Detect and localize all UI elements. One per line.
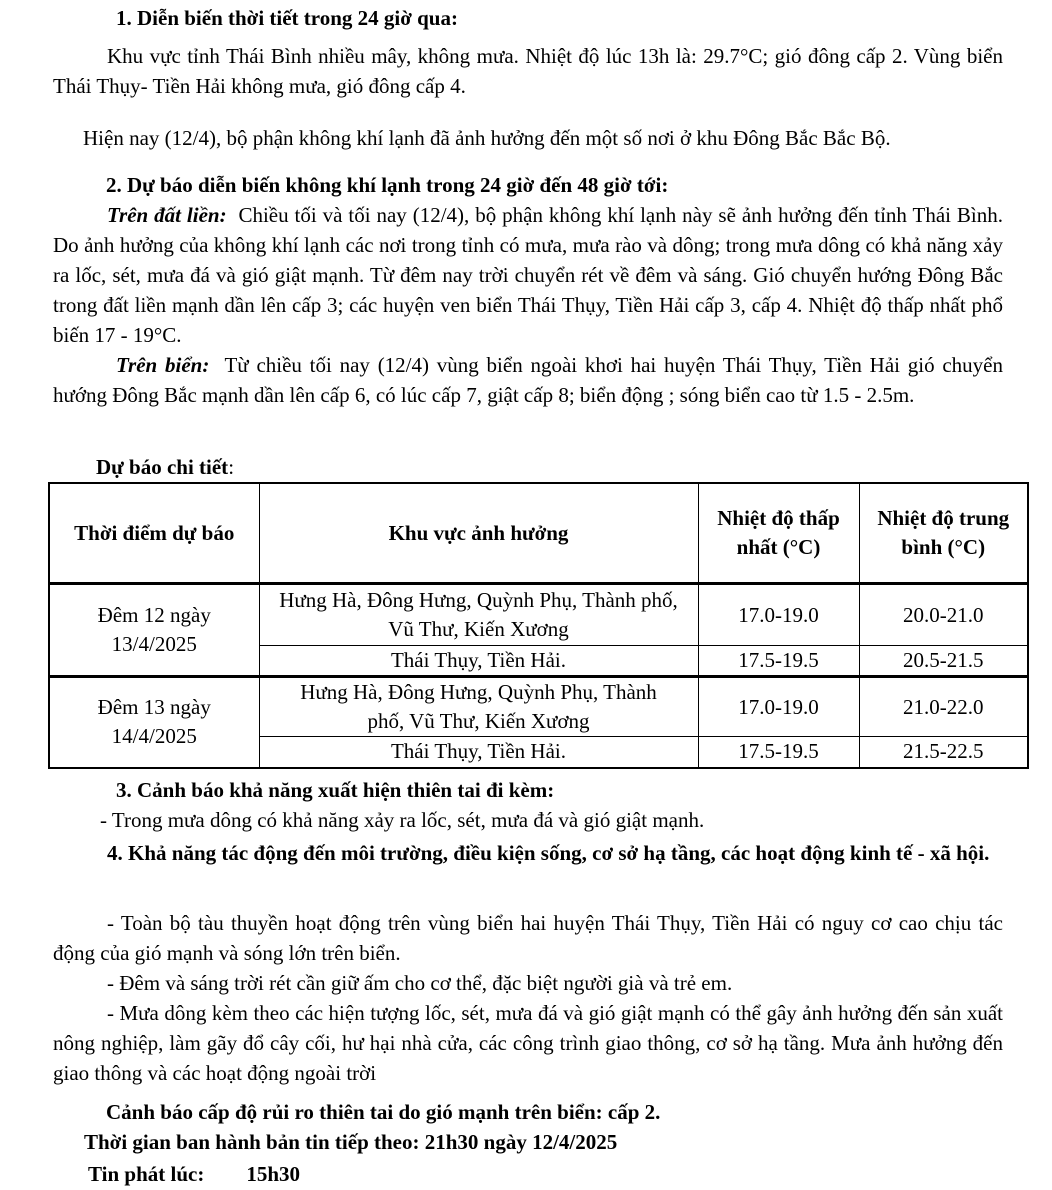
section4-item-2-text: - Đêm và sáng trời rét cần giữ ấm cho cơ thể, đặc biệt người già và trẻ em. [107,971,733,995]
table-row [49,584,1028,646]
section1-heading: 1. Diễn biến thời tiết trong 24 giờ qua: [116,6,458,30]
cell-avg: 20.5-21.5 [859,646,1028,677]
forecast-table [48,482,1029,769]
cell-min: 17.5-19.5 [698,737,859,768]
cell-avg: 21.5-22.5 [859,737,1028,768]
cell-area: Hưng Hà, Đông Hưng, Quỳnh Phụ, Thành phố, Vũ Thư, Kiến Xương [259,584,698,646]
detail-label-colon: : [228,455,235,479]
section3-heading: 3. Cảnh báo khả năng xuất hiện thiên tai đi kèm: [116,778,555,802]
section2-sea-paragraph [53,350,1003,410]
sea-text: Từ chiều tối nay (12/4) vùng biển ngoài khơi hai huyện Thái Thụy, Tiền Hải gió chuyển hướng Đông Bắc mạnh dần lên cấp 6, có lúc cấp 7, giật cấp 8; biển động ; sóng biển cao từ 1.5 - 2.5m. [53,353,1003,407]
cell-time: Đêm 12 ngày 13/4/2025 [49,584,259,677]
section4-heading [53,838,1001,868]
sea-label: Trên biển: [116,353,210,377]
detail-label [96,452,234,482]
cell-min: 17.0-19.0 [698,584,859,646]
section4-heading-text: 4. Khả năng tác động đến môi trường, điều kiện sống, cơ sở hạ tầng, các hoạt động kinh tế - xã hội. [107,841,990,865]
land-label: Trên đất liền: [107,203,227,227]
issued-label: Tin phát lúc: [88,1162,205,1186]
section4-item-3-text: - Mưa dông kèm theo các hiện tượng lốc, sét, mưa đá và gió giật mạnh có thể gây ảnh hưởng đến sản xuất nông nghiệp, làm gãy đổ cây cối, hư hại nhà cửa, các công trình giao thông, cơ sở hạ tầng. Mưa ảnh hưởng đến giao thông và các hoạt động ngoài trời [53,1001,1003,1085]
section3-item: - Trong mưa dông có khả năng xảy ra lốc, sét, mưa đá và gió giật mạnh. [100,808,705,832]
detail-label-text: Dự báo chi tiết [96,455,229,479]
cell-avg: 20.0-21.0 [859,584,1028,646]
risk-level-warning: Cảnh báo cấp độ rủi ro thiên tai do gió mạnh trên biển: cấp 2. [106,1100,661,1124]
section4-item-1-text: - Toàn bộ tàu thuyền hoạt động trên vùng biển hai huyện Thái Thụy, Tiền Hải có nguy cơ cao chịu tác động của gió mạnh và sóng lớn trên biển. [53,911,1003,965]
cell-area: Thái Thụy, Tiền Hải. [259,646,698,677]
cell-min: 17.5-19.5 [698,646,859,677]
header-time: Thời điểm dự báo [49,483,259,584]
issued-time: 15h30 [246,1162,301,1186]
section1-paragraph-1 [53,41,1003,101]
cell-area: Thái Thụy, Tiền Hải. [259,737,698,768]
section4-item-1 [53,908,1003,968]
table-header-row [49,483,1028,584]
cell-avg: 21.0-22.0 [859,677,1028,737]
next-bulletin-time: Thời gian ban hành bản tin tiếp theo: 21h30 ngày 12/4/2025 [84,1130,618,1154]
cell-area: Hưng Hà, Đông Hưng, Quỳnh Phụ, Thành phố, Vũ Thư, Kiến Xương [259,677,698,737]
section1-paragraph-1-text: Khu vực tỉnh Thái Bình nhiều mây, không mưa. Nhiệt độ lúc 13h là: 29.7°C; gió đông cấp 2. Vùng biển Thái Thụy- Tiền Hải không mưa, gió đông cấp 4. [53,44,1003,98]
cell-min: 17.0-19.0 [698,677,859,737]
header-avg-temp: Nhiệt độ trung bình (°C) [859,483,1028,584]
section2-heading: 2. Dự báo diễn biến không khí lạnh trong 24 giờ đến 48 giờ tới: [106,173,669,197]
land-text: Chiều tối và tối nay (12/4), bộ phận không khí lạnh này sẽ ảnh hưởng đến tỉnh Thái Bình. Do ảnh hưởng của không khí lạnh các nơi trong tỉnh có mưa, mưa rào và dông; trong mưa dông có khả năng xảy ra lốc, sét, mưa đá và gió giật mạnh. Từ đêm nay trời chuyển rét về đêm và sáng. Gió chuyển hướng Đông Bắc trong đất liền mạnh dần lên cấp 3; các huyện ven biển Thái Thụy, Tiền Hải cấp 3, cấp 4. Nhiệt độ thấp nhất phổ biến 17 - 19°C. [53,203,1003,347]
section4-item-3 [53,998,1003,1088]
cell-time: Đêm 13 ngày 14/4/2025 [49,677,259,768]
header-min-temp: Nhiệt độ thấp nhất (°C) [698,483,859,584]
section2-land-paragraph [53,200,1003,350]
issued-at [88,1159,300,1189]
table-row [49,677,1028,737]
header-area: Khu vực ảnh hưởng [259,483,698,584]
section1-paragraph-2: Hiện nay (12/4), bộ phận không khí lạnh đã ảnh hưởng đến một số nơi ở khu Đông Bắc Bắc Bộ. [83,126,891,150]
section4-item-2 [53,968,1003,998]
